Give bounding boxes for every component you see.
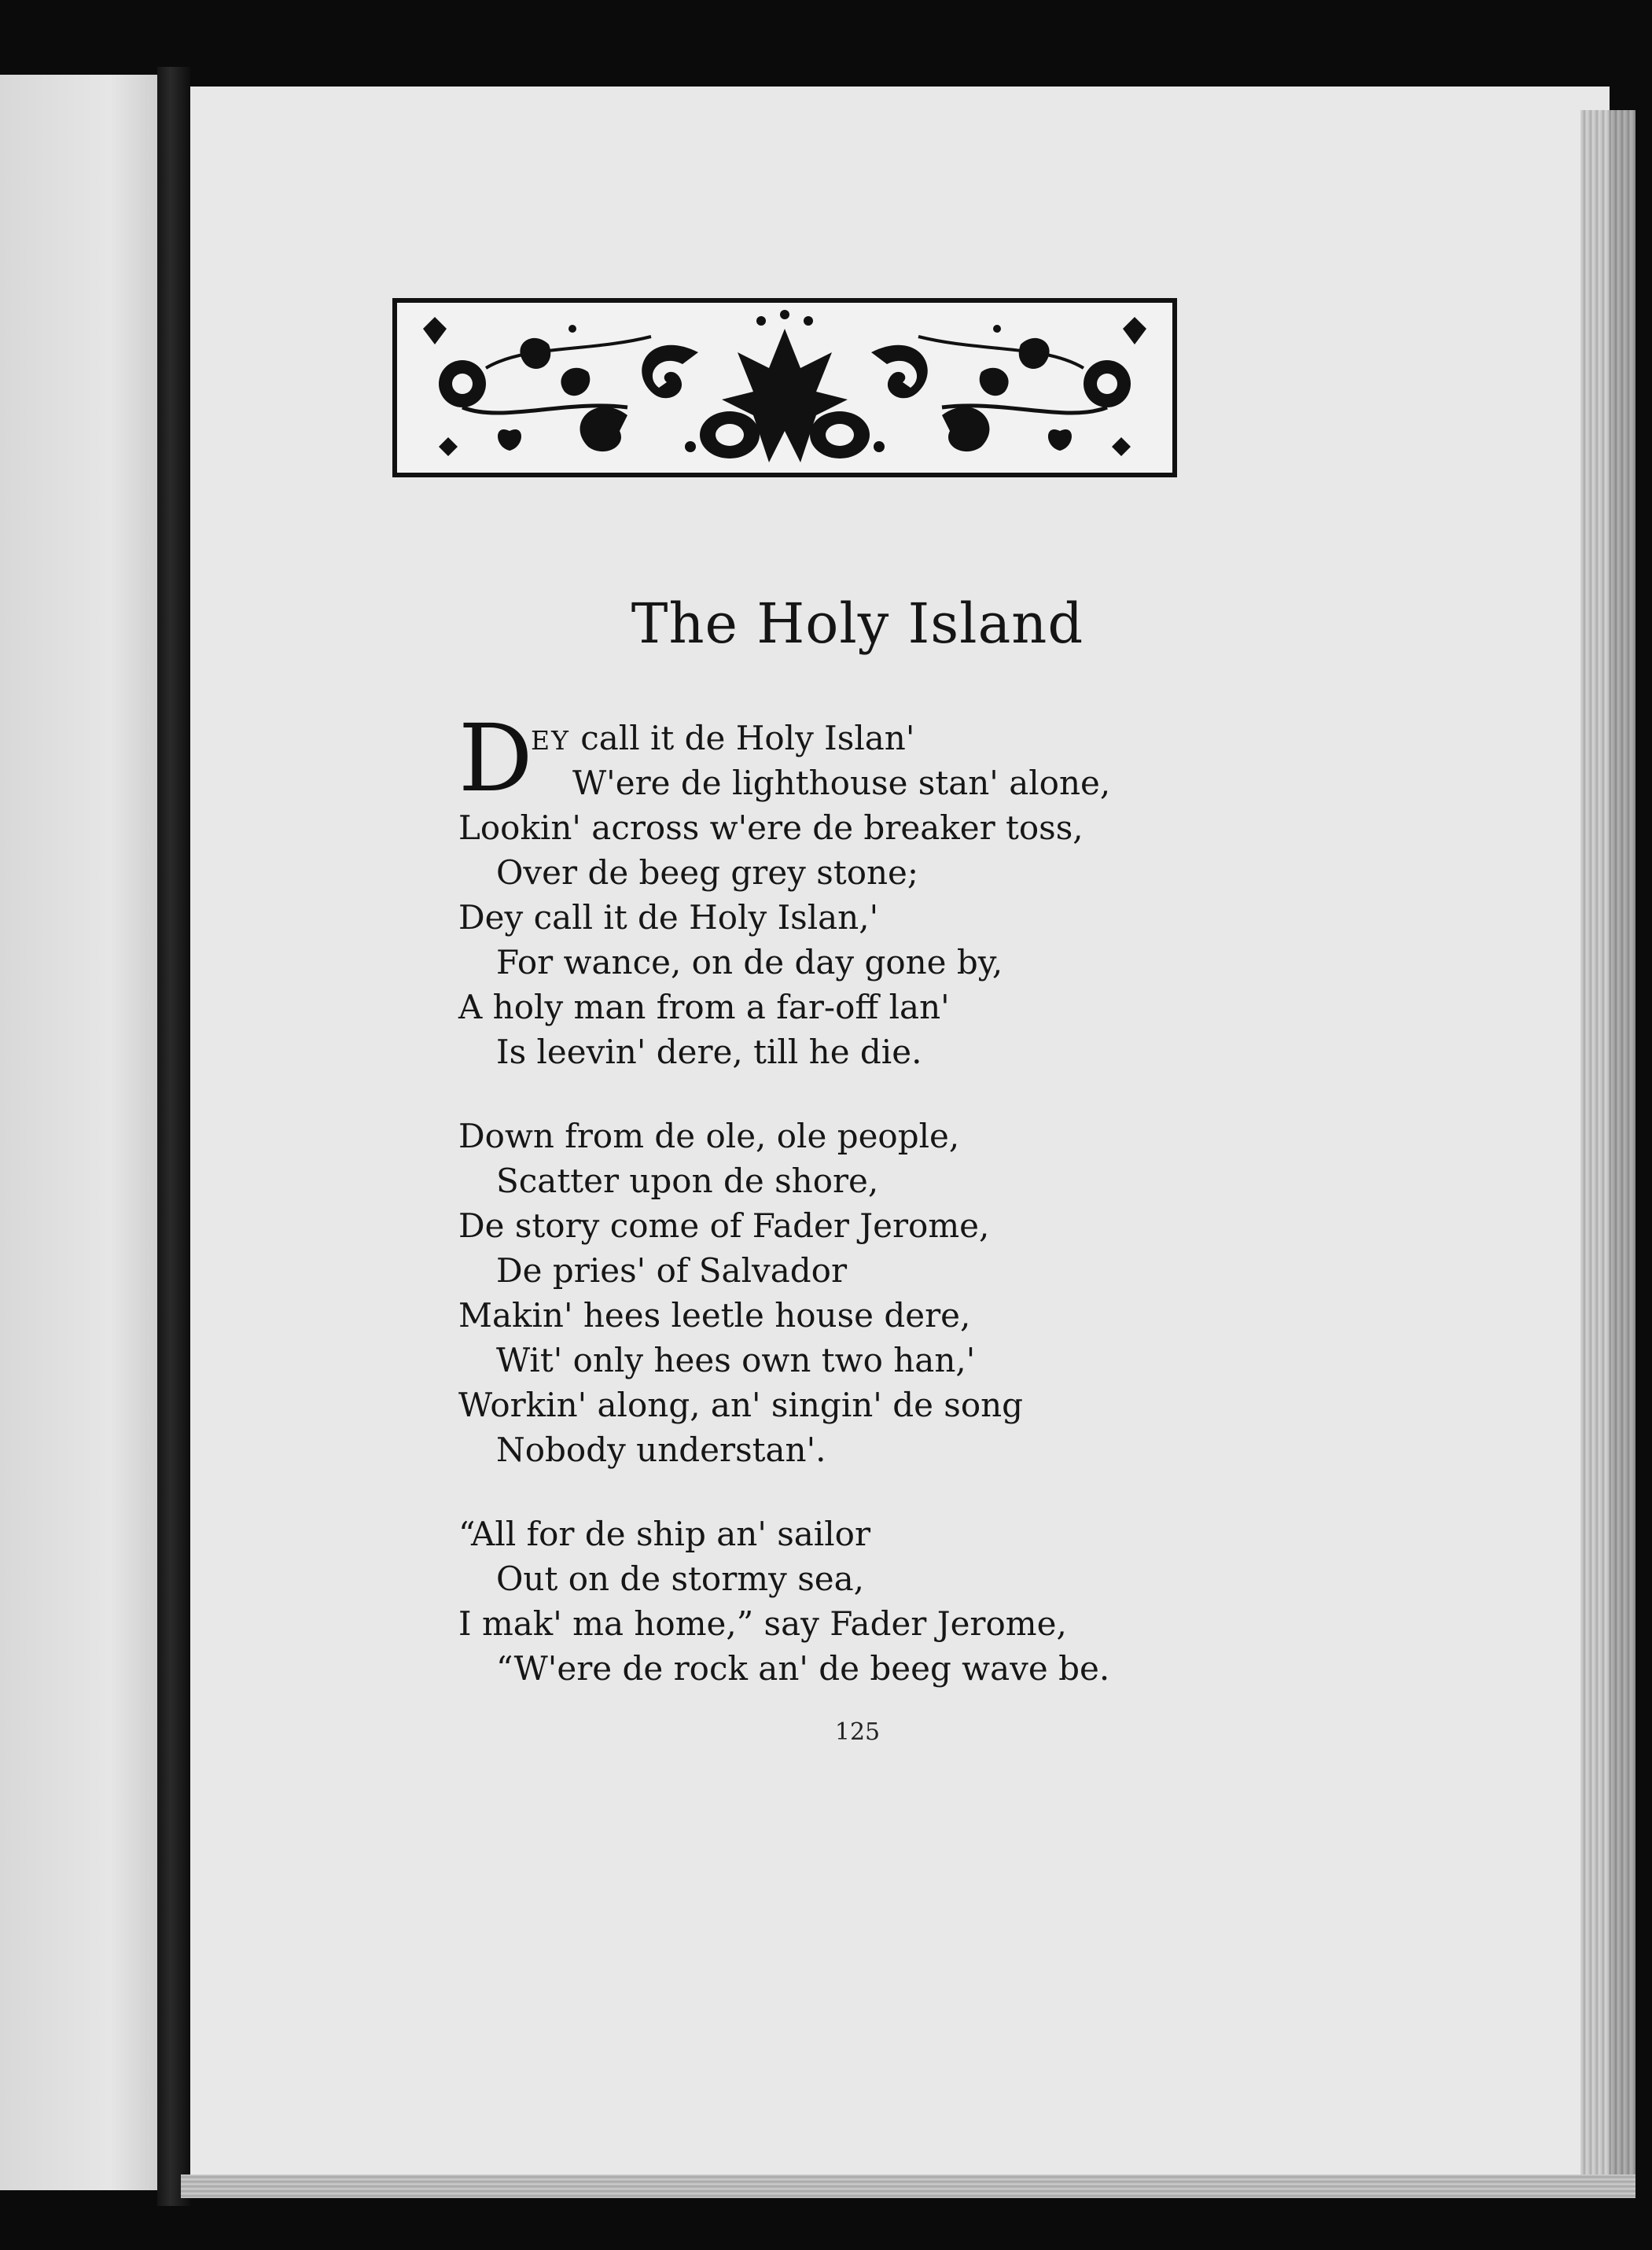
drop-capital: D: [458, 704, 533, 812]
poem-title: [0, 591, 1652, 656]
first-line-tail: call it de Holy Islan': [569, 719, 915, 757]
poem-line: Is leevin' dere, till he die.: [496, 1033, 922, 1071]
poem-line: Lookin' across w'ere de breaker toss,: [458, 808, 1084, 847]
poem-line: De pries' of Salvador: [496, 1251, 848, 1290]
poem-line: I mak' ma home,” say Fader Jerome,: [458, 1604, 1067, 1643]
poem-title-text: The Holy Island: [631, 591, 1084, 656]
stanza-3: [458, 1512, 1166, 1691]
poem-line: Down from de ole, ole people,: [458, 1117, 960, 1155]
stanza-2: [458, 1114, 1166, 1472]
poem-line: Nobody understan'.: [496, 1431, 826, 1469]
poem-line: “W'ere de rock an' de beeg wave be.: [496, 1649, 1110, 1688]
poem-line: De story come of Fader Jerome,: [458, 1206, 990, 1245]
poem-line: Scatter upon de shore,: [496, 1162, 879, 1200]
floral-headpiece-ornament: [392, 297, 1178, 478]
poem-line: Wit' only hees own two han,': [496, 1341, 976, 1379]
page-stack-edge: [1580, 110, 1635, 2186]
stanza-1: [458, 704, 1166, 1074]
page-number-text: 125: [834, 1718, 881, 1746]
poem-line: A holy man from a far-off lan': [458, 988, 950, 1026]
poem-line: “All for de ship an' sailor: [458, 1515, 871, 1553]
poem-line: Dey call it de Holy Islan,': [458, 898, 879, 937]
page-bottom-edge: [181, 2175, 1635, 2198]
poem-line: Workin' along, an' singin' de song: [458, 1386, 1024, 1424]
poem-line: For wance, on de day gone by,: [496, 943, 1003, 981]
first-word-rest: EY: [531, 725, 570, 756]
book-gutter: [157, 67, 190, 2206]
previous-page-edge: [0, 75, 157, 2190]
poem-line: Over de beeg grey stone;: [496, 853, 919, 892]
poem-line: Makin' hees leetle house dere,: [458, 1296, 971, 1335]
poem-line: Out on de stormy sea,: [496, 1560, 864, 1598]
poem-body: [458, 704, 1166, 1730]
page-number: [0, 1718, 1652, 1746]
poem-line: W'ere de lighthouse stan' alone,: [572, 764, 1111, 802]
